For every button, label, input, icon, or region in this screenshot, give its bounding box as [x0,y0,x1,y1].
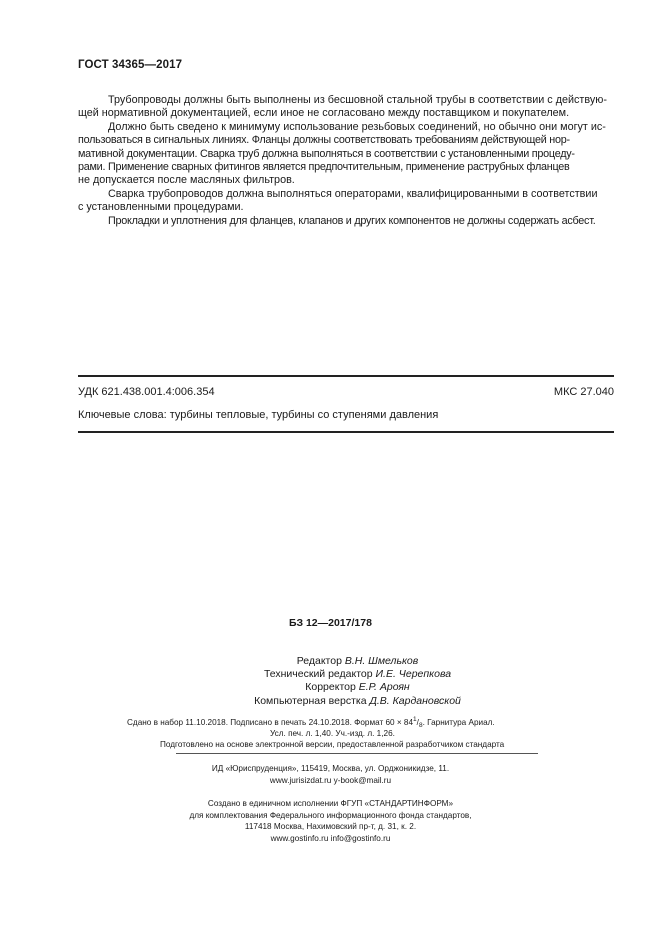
mks-code: МКС 27.040 [553,386,614,398]
paragraph-line: рами. Применение сварных фитингов является предпочтительным, применение раструбных фланцев [78,161,570,174]
body-text [78,94,614,228]
paragraph-line: щей нормативной документацией, если иное не согласовано между поставщиком и покупателем. [78,107,570,120]
paragraph-line: пользоваться в сигнальных линиях. Фланцы должны соответствовать требованиям действующей нор- [78,134,570,147]
credits [0,655,661,708]
paragraph-line: мативной документации. Сварка труб должна выполняться в соответствии с установленными процеду- [78,147,575,160]
credit-role: Компьютерная верстка [254,694,367,707]
paragraph-line: Должно быть сведено к минимуму использование резьбовых соединений, но обычно они могут ис- [108,120,606,133]
paragraph-line: с установленными процедурами. [78,201,244,214]
issuer-line: www.gostinfo.ru info@gostinfo.ru [270,833,391,843]
keywords: Ключевые слова: турбины тепловые, турбины со ступенями давления [78,409,439,421]
paragraph [78,94,614,121]
issuer-line: для комплектования Федерального информационного фонда стандартов, [189,810,472,820]
credit-name: Е.Р. Ароян [358,681,410,694]
issuer-line: Создано в единичном исполнении ФГУП «СТАНДАРТИНФОРМ» [207,799,454,808]
credit-corrector [0,681,661,694]
top-rule [78,375,614,377]
paragraph [78,121,614,188]
credit-role: Технический редактор [263,668,373,681]
credit-name: Д.В. Кардановской [369,694,461,707]
print-details-text: Сдано в набор 11.10.2018. Подписано в печать 24.10.2018. Формат 60 × 84 [127,718,414,727]
credit-role: Редактор [296,655,342,667]
paragraph-line: Сварка трубопроводов должна выполняться операторами, квалифицированными в соответствии [108,187,598,200]
print-sheets: Усл. печ. л. 1,40. Уч.-изд. л. 1,26. [270,729,395,738]
credit-name: В.Н. Шмельков [344,655,419,667]
paragraph [78,188,614,215]
paragraph-line: не допускается после масляных фильтров. [78,174,295,187]
paragraph [78,215,614,228]
prepared-note: Подготовлено на основе электронной версии, предоставленной разработчиком стандарта [160,740,505,749]
paragraph-line: Прокладки и уплотнения для фланцев, клапанов и других компонентов не должны содержать асбест. [108,214,596,227]
bottom-rule [78,431,614,433]
credit-role: Корректор [305,681,356,694]
bz-number: БЗ 12—2017/178 [289,617,372,629]
print-details-text: . Гарнитура Ариал. [422,718,495,727]
standard-number: ГОСТ 34365—2017 [78,59,183,71]
udk-code: УДК 621.438.001.4:006.354 [78,386,215,398]
credit-tech-editor [0,668,661,681]
publisher-line: ИД «Юриспруденция», 115419, Москва, ул. Орджоникидзе, 11. [211,764,450,773]
credit-layout [0,695,661,708]
print-details: Сдано в набор 11.10.2018. Подписано в печать 24.10.2018. Формат $60 \times 84^1/_8$. Гарнитура Ариал. [127,716,495,729]
issuer-line: 117418 Москва, Нахимовский пр-т, д. 31, к. 2. [244,822,417,832]
imprint-separator [176,753,538,754]
issuer-block [0,798,661,844]
credit-name: И.Е. Черепкова [375,668,452,681]
format-fraction-numerator: 1 [413,716,417,723]
format-fraction-denominator: 8 [418,722,423,729]
paragraph-line: Трубопроводы должны быть выполнены из бесшовной стальной трубы в соответствии с действую- [108,94,607,106]
credit-editor [0,655,661,668]
publisher-line: www.jurisizdat.ru y-book@mail.ru [269,775,392,785]
publisher-block [0,763,661,786]
